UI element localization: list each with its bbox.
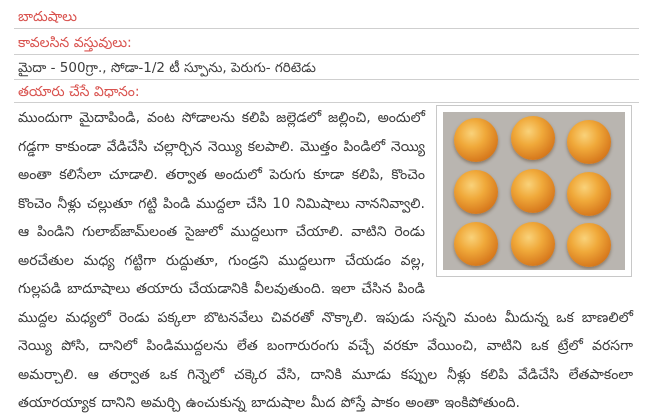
sweet-ball [454,170,498,214]
sweet-ball [567,172,611,216]
ingredients-heading: కావలసిన వస్తువులు: [18,35,132,51]
sweet-ball [567,120,611,164]
badusha-sweets-photo [436,105,632,277]
recipe-title: బాదుషాలు [18,9,77,25]
sweet-ball [511,169,555,213]
method-heading: తయారు చేసే విధానం: [18,84,140,100]
sweet-ball [454,222,498,266]
sweet-ball [567,223,611,267]
divider [14,79,639,80]
divider [14,54,639,55]
sweet-ball [454,118,498,162]
sweet-ball [511,116,555,160]
divider [14,28,639,29]
method-text: ముందుగా మైదాపిండి, వంట సోడాలను కలిపి జల్లెడలో జల్లించి, అందులో గడ్డగా కాకుండా వేడిచేసి చల్లార్చిన నెయ్యి కలపాలి. మొత్తం పిండిలో నెయ్యి అంతా కలిసేలా చూడాలి. తర్వాత అందులో పెరుగు కూడా కలిపి, కొంచెం కొంచెం నీళ్లు చల్లుతూ గట్టి పిండి ముద్దలా చేసి 10 నిమిషాలు నాననివ్వాలి. ఆ పిండిని గులాబ్‌జామ్‌లంత సైజులో ముద్దలుగా చేయాలి. వాటిని రెండు అరచేతుల మధ్య గట్టిగా రుద్దుతూ, గుండ్రని ముద్దలుగా చేయడం వల్ల, గుల్లపడి బాదూషాలు తయారు చేయడానికి వీలవుతుంది. ఇలా చేసిన పిండి ముద్దల మధ్యలో రెండు పక్కలా బొటనవేలు చివరతో నొక్కాలి. ఇపుడు సన్నని మంట మీదున్న ఒక బాణలిలో నెయ్యి పోసి, దానిలో పిండిముద్దలను లేత బంగారురంగు వచ్చే వరకూ వేయించి, వాటిని ఒక ట్రేలో వరసగా అమర్చాలి. ఆ తర్వాత ఒక గిన్నెలో చక్కెర వేసి, దానికి మూడు కప్పుల నీళ్లు కలిపి వేడిచేసి లేతపాకంలా తయారయ్యాక దానిని అమర్చి ఉంచుకున్న బాదుషాల మీద పోస్తే పాకం అంతా ఇంకిపోతుంది. [18,110,633,411]
ingredients-text: మైదా - 500గ్రా., సోడా-1/2 టీ స్పూను, పెరుగు- గరిటెడు [18,60,316,76]
photo-plate [443,112,625,270]
sweet-ball [511,222,555,266]
divider [14,102,639,103]
